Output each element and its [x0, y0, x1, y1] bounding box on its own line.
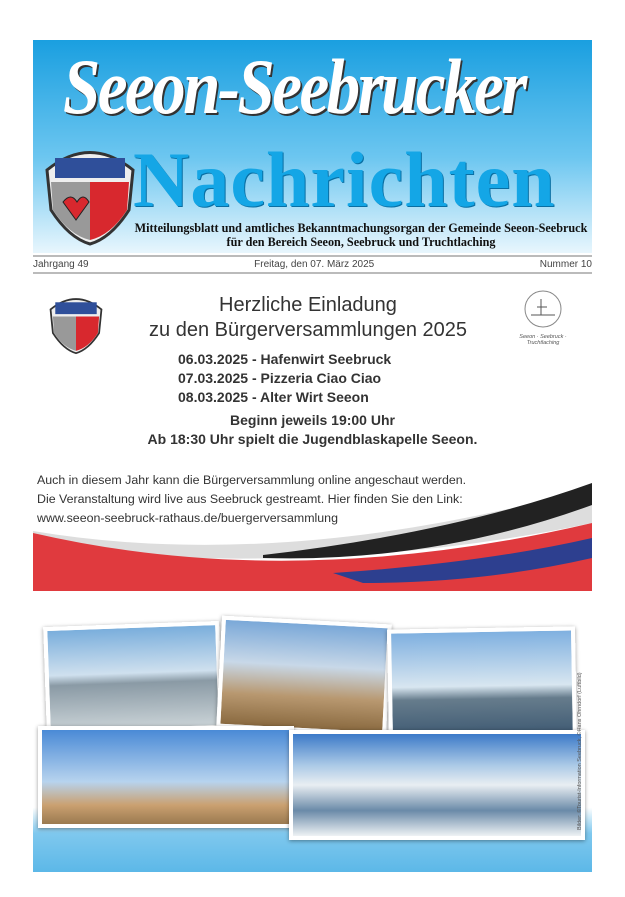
logo-text: Seeon · Seebruck · Truchtlaching — [519, 334, 567, 346]
coat-of-arms-icon — [41, 140, 139, 246]
photo-monastery-lake — [387, 626, 577, 745]
photo-credit: Bilder: ©Tourist-Information Seebruck, ©Hans Ohrndorf (Luftbild) — [577, 672, 583, 830]
photo-collage — [33, 614, 592, 872]
volume: Jahrgang 49 — [33, 259, 89, 270]
masthead-tagline — [131, 221, 591, 249]
issue-info-bar — [33, 255, 592, 274]
meeting-dates — [178, 350, 391, 407]
invitation-ad — [33, 283, 592, 591]
tagline-line-2: für den Bereich Seeon, Seebruck und Truchtlaching — [226, 235, 496, 249]
photo-sculpture — [216, 616, 392, 737]
masthead — [33, 40, 592, 253]
date-item: 06.03.2025 - Hafenwirt Seebruck — [178, 351, 392, 367]
start-time-line: Beginn jeweils 19:00 Uhr — [230, 412, 395, 428]
municipality-logo — [503, 289, 583, 351]
photo-lake-shore — [43, 621, 223, 735]
issue-number: Nummer 10 — [539, 259, 592, 270]
masthead-subtitle-large: Nachrichten — [133, 136, 556, 223]
date-item: 07.03.2025 - Pizzeria Ciao Ciao — [178, 370, 382, 386]
issue-date: Freitag, den 07. März 2025 — [254, 259, 375, 270]
wave-decoration — [33, 483, 592, 591]
church-lake-logo-icon — [523, 289, 563, 329]
music-line: Ab 18:30 Uhr spielt die Jugendblaskapelle Seeon. — [147, 431, 478, 447]
start-time — [33, 411, 592, 449]
info-line: Die Veranstaltung wird live aus Seebruck gestreamt. Hier finden Sie den Link: — [37, 492, 463, 506]
date-item: 08.03.2025 - Alter Wirt Seeon — [178, 389, 369, 405]
tagline-line-1: Mitteilungsblatt und amtliches Bekanntmachungsorgan der Gemeinde Seeon-Seebruck — [134, 221, 588, 235]
info-line: Auch in diesem Jahr kann die Bürgerversammlung online angeschaut werden. — [37, 473, 467, 487]
stream-link[interactable]: www.seeon-seebruck-rathaus.de/buergerversammlung — [37, 511, 338, 525]
masthead-title: Seeon-Seebrucker — [63, 43, 525, 130]
photo-aerial-view — [289, 730, 585, 840]
ad-heading: Herzliche Einladung zu den Bürgerversammlungen 2025 — [149, 294, 467, 341]
photo-monastery-winter — [38, 726, 294, 828]
coat-of-arms-icon — [47, 291, 105, 355]
